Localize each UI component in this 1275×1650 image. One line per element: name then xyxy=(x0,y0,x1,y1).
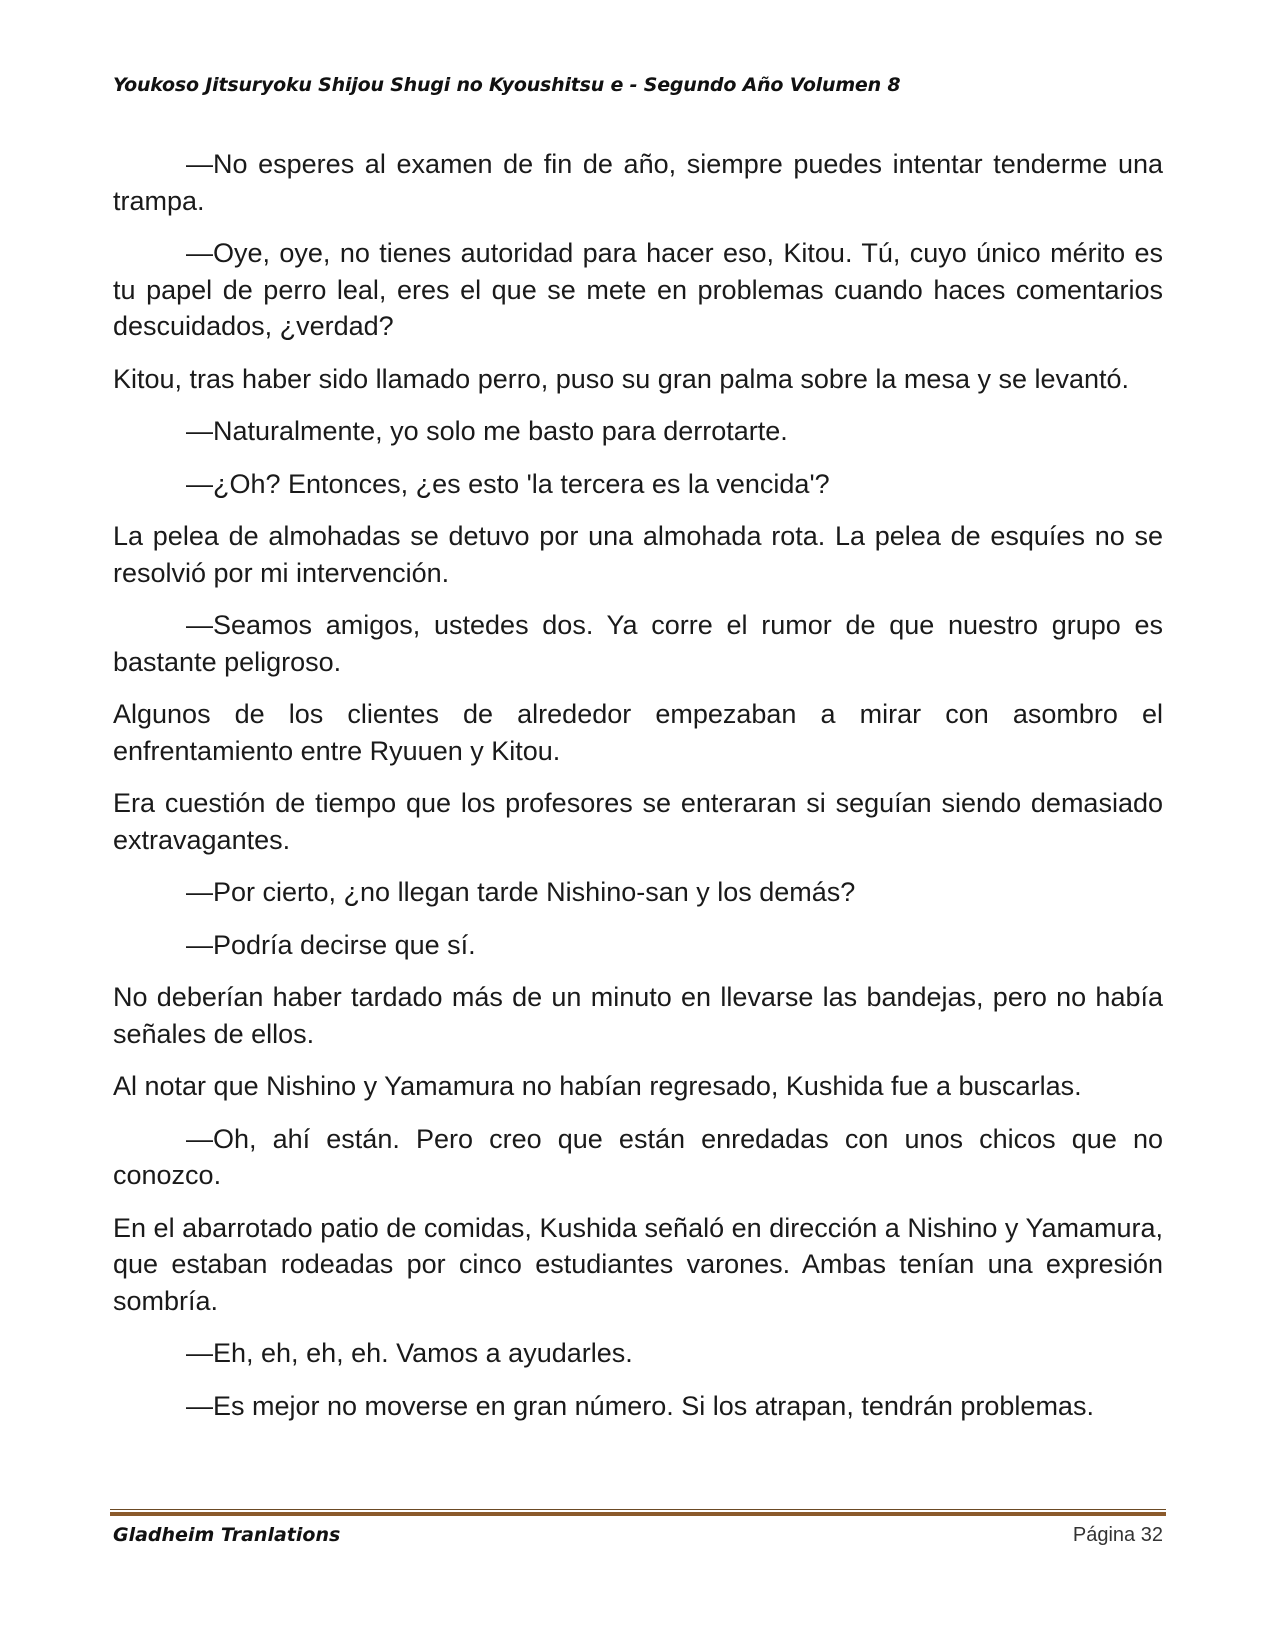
paragraph: —Es mejor no moverse en gran número. Si los atrapan, tendrán problemas. xyxy=(186,1390,1094,1421)
paragraph: No deberían haber tardado más de un minuto en llevarse las bandejas, pero no había señales de ellos. xyxy=(113,982,1163,1049)
paragraph: Kitou, tras haber sido llamado perro, puso su gran palma sobre la mesa y se levantó. xyxy=(113,363,1130,394)
header-title: Youkoso Jitsuryoku Shijou Shugi no Kyoushitsu e - Segundo Año Volumen 8 xyxy=(113,74,901,96)
paragraph: —¿Oh? Entonces, ¿es esto 'la tercera es la vencida'? xyxy=(186,468,830,499)
paragraph: —Podría decirse que sí. xyxy=(186,929,476,960)
footer-divider-thin xyxy=(110,1509,1166,1510)
paragraph: —No esperes al examen de fin de año, siempre puedes intentar tenderme una trampa. xyxy=(113,149,1163,216)
paragraph: —Oh, ahí están. Pero creo que están enredadas con unos chicos que no conozco. xyxy=(113,1123,1163,1190)
paragraph: —Eh, eh, eh, eh. Vamos a ayudarles. xyxy=(186,1338,633,1368)
paragraph: —Seamos amigos, ustedes dos. Ya corre el rumor de que nuestro grupo es bastante peligroso. xyxy=(113,610,1163,677)
paragraph: En el abarrotado patio de comidas, Kushida señaló en dirección a Nishino y Yamamura, que estaban rodeadas por cinco estudiantes varones. Ambas tenían una expresión sombría. xyxy=(113,1212,1163,1316)
footer-page xyxy=(1073,1524,1163,1547)
paragraph: —Naturalmente, yo solo me basto para derrotarte. xyxy=(186,416,788,446)
paragraph: Al notar que Nishino y Yamamura no habían regresado, Kushida fue a buscarlas. xyxy=(113,1071,1082,1101)
paragraph: Era cuestión de tiempo que los profesores se enteraran si seguían siendo demasiado extravagantes. xyxy=(113,788,1163,855)
paragraph: Algunos de los clientes de alrededor empezaban a mirar con asombro el enfrentamiento entre Ryuuen y Kitou. xyxy=(113,699,1163,766)
page-number: 32 xyxy=(1140,1524,1163,1546)
paragraph: —Oye, oye, no tienes autoridad para hacer eso, Kitou. Tú, cuyo único mérito es tu papel de perro leal, eres el que se mete en problemas cuando haces comentarios descuidados, ¿verdad? xyxy=(113,238,1163,341)
page-label: Página xyxy=(1072,1524,1136,1546)
paragraph: —Por cierto, ¿no llegan tarde Nishino-san y los demás? xyxy=(186,877,856,907)
paragraph: La pelea de almohadas se detuvo por una almohada rota. La pelea de esquíes no se resolvió por mi intervención. xyxy=(113,521,1163,588)
body-text xyxy=(113,146,1163,1440)
footer-divider xyxy=(110,1509,1166,1516)
footer-publisher: Gladheim Tranlations xyxy=(113,1524,341,1546)
footer-divider-thick xyxy=(110,1512,1166,1516)
